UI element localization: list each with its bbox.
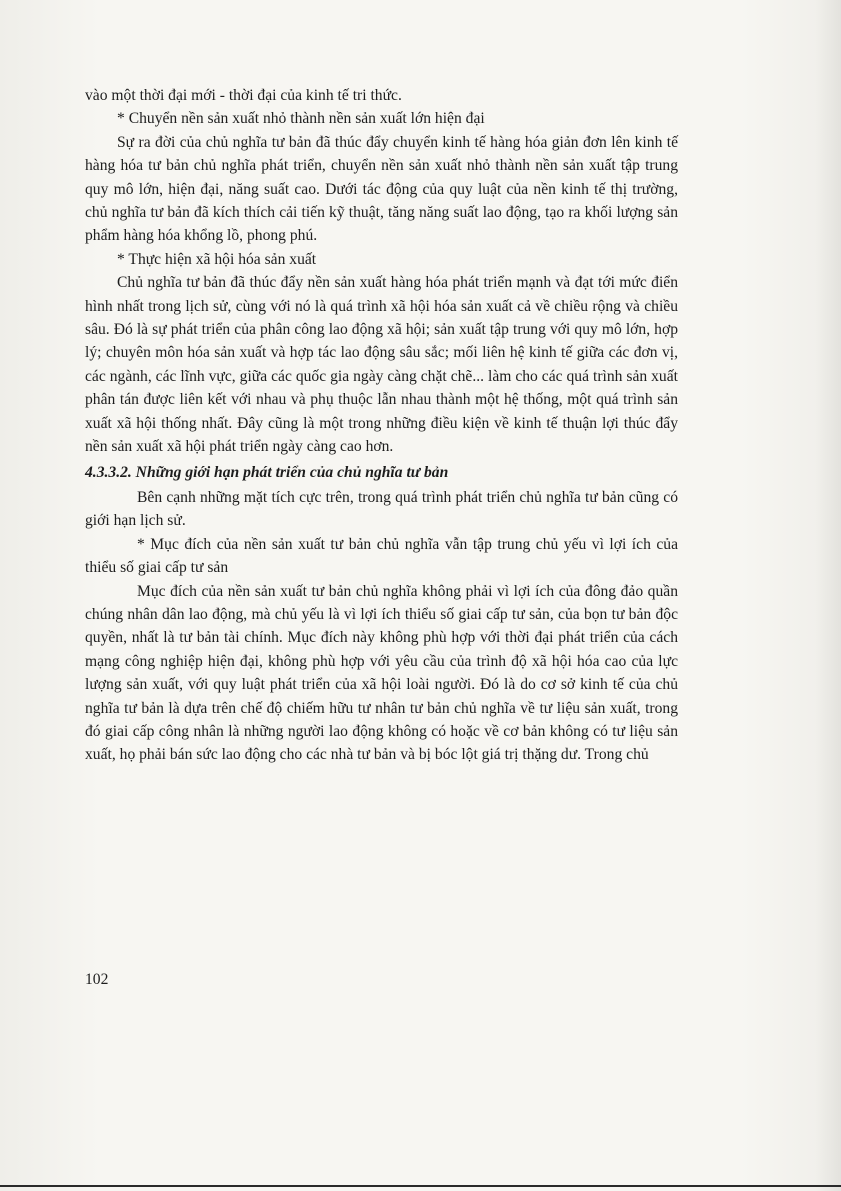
- bullet-heading: * Mục đích của nền sản xuất tư bản chủ nghĩa vẫn tập trung chủ yếu vì lợi ích của thiểu số giai cấp tư sản: [85, 535, 678, 577]
- bottom-border: [0, 1185, 841, 1187]
- paragraph: Sự ra đời của chủ nghĩa tư bản đã thúc đẩy chuyển kinh tế hàng hóa giản đơn lên kinh tế hàng hóa tư bản chủ nghĩa phát triển, chuyển nền sản xuất nhỏ thành nền sản xuất tập trung quy mô lớn, hiện đại, năng suất cao. Dưới tác động của quy luật của nền kinh tế thị trường, chủ nghĩa tư bản đã kích thích cải tiến kỹ thuật, tăng năng suất lao động, tạo ra khối lượng sản phẩm hàng hóa khổng lồ, phong phú.: [85, 133, 678, 245]
- bullet-heading: * Thực hiện xã hội hóa sản xuất: [117, 250, 317, 268]
- paragraph: Chủ nghĩa tư bản đã thúc đẩy nền sản xuất hàng hóa phát triển mạnh và đạt tới mức điển hình nhất trong lịch sử, cùng với nó là quá trình xã hội hóa sản xuất cả về chiều rộng và chiều sâu. Đó là sự phát triển của phân công lao động xã hội; sản xuất tập trung với quy mô lớn, hợp lý; chuyên môn hóa sản xuất và hợp tác lao động sâu sắc; mối liên hệ kinh tế giữa các đơn vị, các ngành, các lĩnh vực, giữa các quốc gia ngày càng chặt chẽ... làm cho các quá trình sản xuất phân tán được liên kết với nhau và phụ thuộc lẫn nhau thành một hệ thống, một quá trình sản xuất xã hội thống nhất. Đây cũng là một trong những điều kiện về kinh tế thuận lợi thúc đẩy nền sản xuất xã hội phát triển ngày càng cao hơn.: [85, 274, 678, 456]
- bullet-heading: * Chuyển nền sản xuất nhỏ thành nền sản xuất lớn hiện đại: [117, 110, 485, 128]
- page-edge-shadow: [815, 0, 841, 1191]
- paragraph: Bên cạnh những mặt tích cực trên, trong quá trình phát triển chủ nghĩa tư bản cũng có giới hạn lịch sử.: [85, 488, 678, 530]
- section-heading: 4.3.3.2. Những giới hạn phát triển của chủ nghĩa tư bản: [85, 463, 449, 481]
- page-number: 102: [85, 971, 109, 988]
- body-text: [85, 84, 678, 767]
- paragraph: vào một thời đại mới - thời đại của kinh tế tri thức.: [85, 87, 402, 104]
- paragraph: Mục đích của nền sản xuất tư bản chủ nghĩa không phải vì lợi ích của đông đảo quần chúng nhân dân lao động, mà chủ yếu là vì lợi ích thiểu số giai cấp tư sản, của bọn tư bản độc quyền, nhất là tư bản tài chính. Mục đích này không phù hợp với thời đại phát triển của cách mạng công nghiệp hiện đại, không phù hợp với yêu cầu của trình độ xã hội hóa cao của lực lượng sản xuất, với quy luật phát triển của xã hội loài người. Đó là do cơ sở kinh tế của chủ nghĩa tư bản là dựa trên chế độ chiếm hữu tư nhân tư bản chủ nghĩa về tư liệu sản xuất, trong đó giai cấp công nhân là những người lao động không có hoặc về cơ bản không có tư liệu sản xuất, họ phải bán sức lao động cho các nhà tư bản và bị bóc lột giá trị thặng dư. Trong chủ: [85, 582, 678, 764]
